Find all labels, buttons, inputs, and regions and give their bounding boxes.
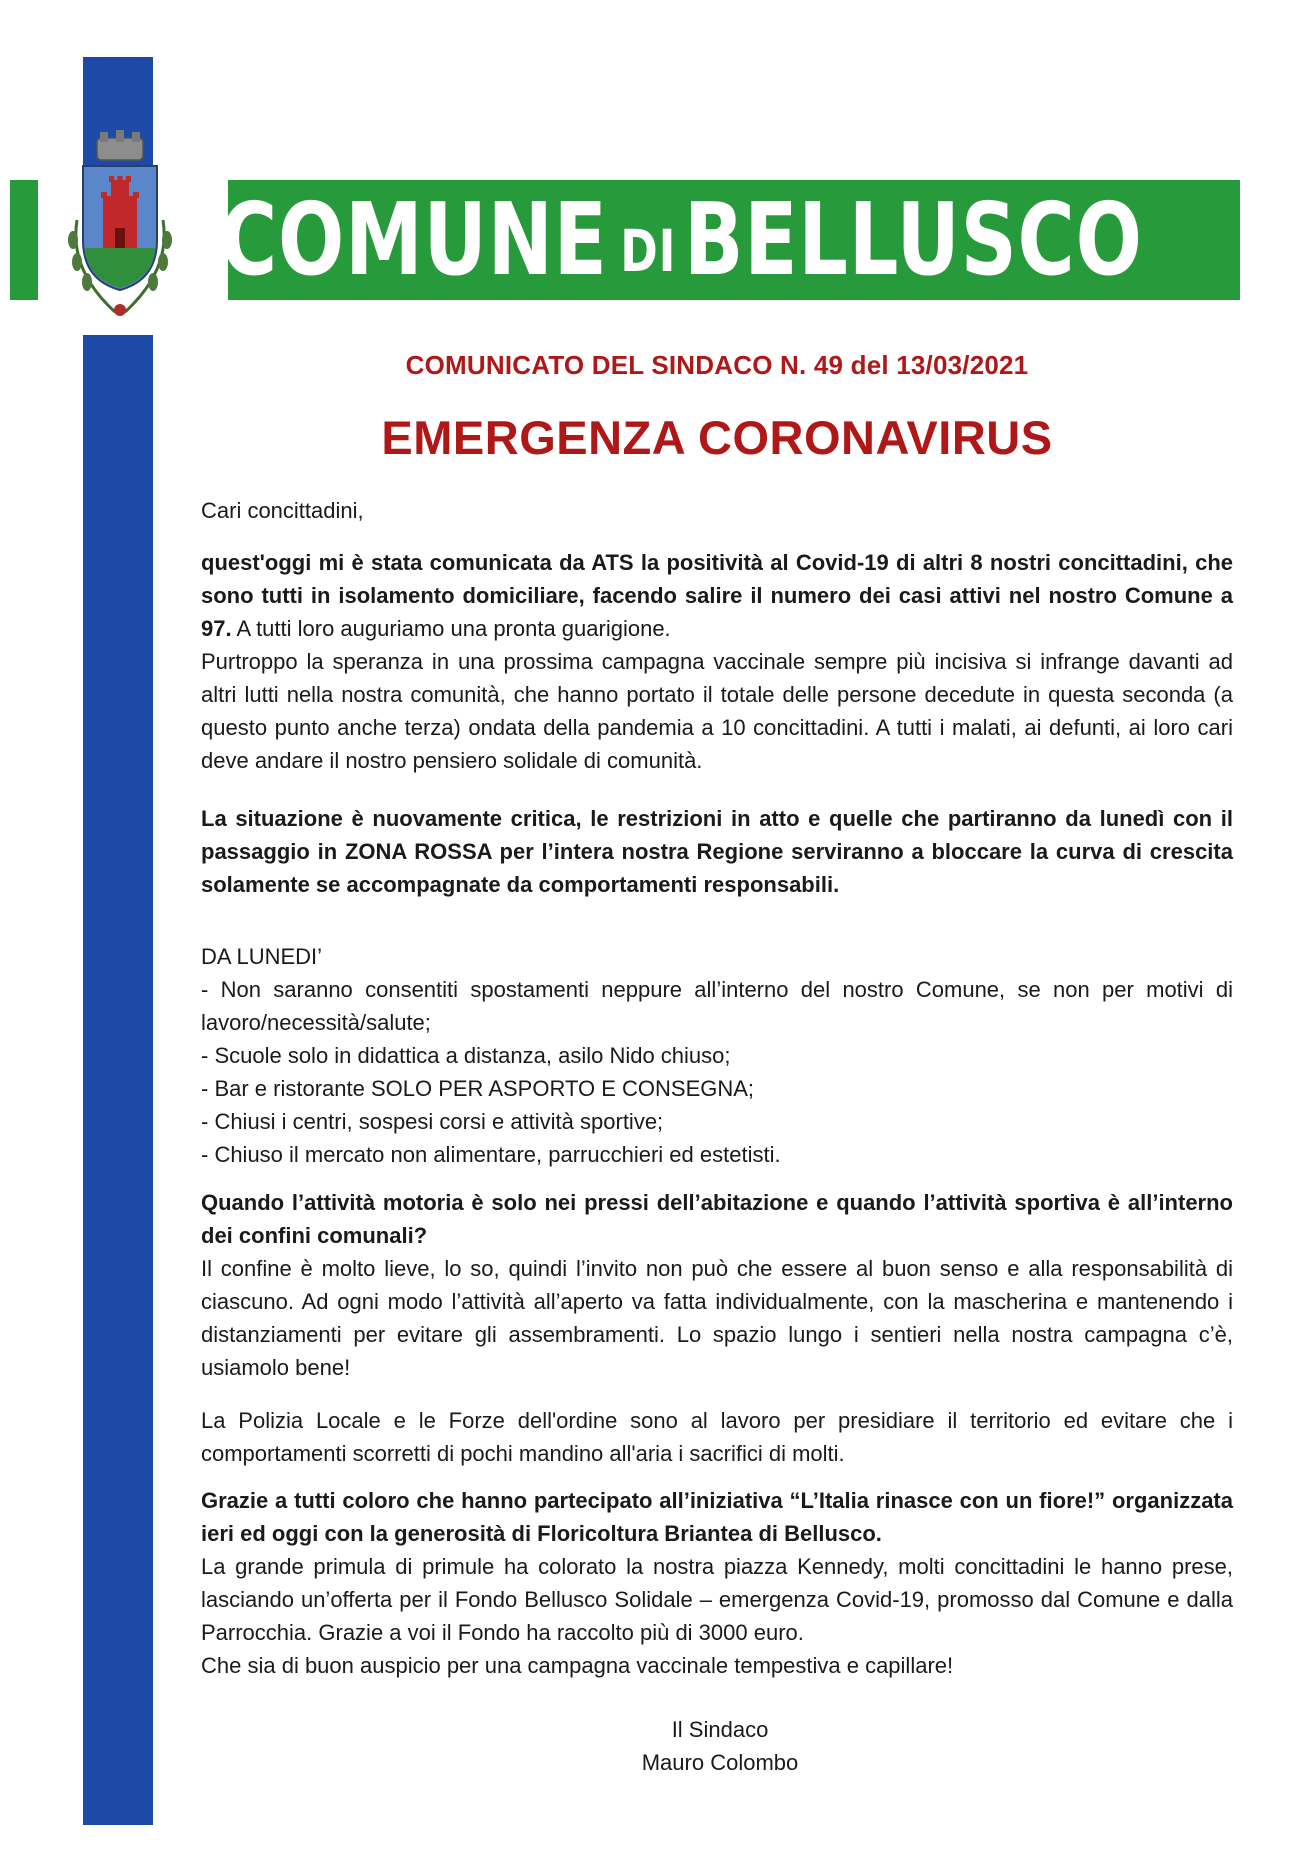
paragraph-positivity [201, 546, 1233, 645]
communique-number: COMUNICATO DEL SINDACO N. 49 del 13/03/2021 [405, 350, 1029, 380]
signature-name: Mauro Colombo [641, 1750, 799, 1775]
paragraph-critical: La situazione è nuovamente critica, le restrizioni in atto e quelle che partiranno da lunedì con il passaggio in ZONA ROSSA per l’intera nostra Regione serviranno a bloccare la curva di crescita solamente se accompagnate da comportamenti responsabili. [201, 806, 1233, 897]
title-word-comune: COMUNE [220, 180, 608, 298]
closing-line: Che sia di buon auspicio per una campagna vaccinale tempestiva e capillare! [201, 1653, 954, 1678]
positivity-bold: quest'oggi mi è stata comunicata da ATS la positività al Covid-19 di altri 8 nostri concittadini, che sono tutti in isolamento domiciliare, facendo salire il numero dei casi attivi nel nostro Comune a 97. [201, 550, 1233, 641]
question-answer: Il confine è molto lieve, lo so, quindi l’invito non può che essere al buon senso e alla responsabilità di ciascuno. Ad ogni modo l’attività all’aperto va fatta individualmente, con la mascherina e mantenendo i distanziamenti per evitare gli assembramenti. Lo spazio lungo i sentieri nella nostra campagna c’è, usiamolo bene! [201, 1256, 1233, 1380]
thanks-rest: La grande primula di primule ha colorato la nostra piazza Kennedy, molti concittadini le hanno prese, lasciando un’offerta per il Fondo Bellusco Solidale – emergenza Covid-19, promosso dal Comune e dalla Parrocchia. Grazie a voi il Fondo ha raccolto più di 3000 euro. [201, 1554, 1233, 1645]
coat-of-arms-icon [55, 130, 185, 320]
title-word-di: DI [620, 217, 677, 285]
paragraph-losses: Purtroppo la speranza in una prossima campagna vaccinale sempre più incisiva si infrange davanti ad altri lutti nella nostra comunità, che hanno portato il totale delle persone decedute in questa seconda (a questo punto anche terza) ondata della pandemia a 10 concittadini. A tutti i malati, ai defunti, ai loro cari deve andare il nostro pensiero solidale di comunità. [201, 649, 1233, 773]
restrictions-list [201, 940, 1233, 1171]
signature-title: Il Sindaco [671, 1717, 769, 1742]
list-item: - Bar e ristorante SOLO PER ASPORTO E CONSEGNA; [201, 1076, 755, 1101]
positivity-rest: A tutti loro auguriamo una pronta guarigione. [231, 616, 671, 641]
page-title: EMERGENZA CORONAVIRUS [381, 411, 1053, 464]
paragraph-police: La Polizia Locale e le Forze dell'ordine sono al lavoro per presidiare il territorio ed evitare che i comportamenti scorretti di pochi mandino all'aria i sacrifici di molti. [201, 1408, 1233, 1466]
list-item: - Non saranno consentiti spostamenti neppure all’interno del nostro Comune, se non per motivi di lavoro/necessità/salute; [201, 977, 1233, 1035]
question-bold: Quando l’attività motoria è solo nei pressi dell’abitazione e quando l’attività sportiva è all’interno dei confini comunali? [201, 1190, 1233, 1248]
list-item: - Chiusi i centri, sospesi corsi e attività sportive; [201, 1109, 664, 1134]
title-word-bellusco: BELLUSCO [683, 180, 1143, 298]
signature [580, 1713, 860, 1779]
thanks-bold: Grazie a tutti coloro che hanno partecipato all’iniziativa “L’Italia rinasce con un fiore!” organizzata ieri ed oggi con la generosità di Floricoltura Briantea di Bellusco. [201, 1488, 1233, 1546]
list-item: - Scuole solo in didattica a distanza, asilo Nido chiuso; [201, 1043, 731, 1068]
list-item: - Chiuso il mercato non alimentare, parrucchieri ed estetisti. [201, 1142, 781, 1167]
thanks-block [201, 1484, 1233, 1682]
list-heading: DA LUNEDI’ [201, 944, 323, 969]
blue-stripe-bottom [83, 335, 153, 1825]
intro-block [201, 546, 1233, 777]
motor-activity-block [201, 1186, 1233, 1384]
greeting: Cari concittadini, [201, 498, 364, 523]
municipality-title [220, 178, 1143, 300]
